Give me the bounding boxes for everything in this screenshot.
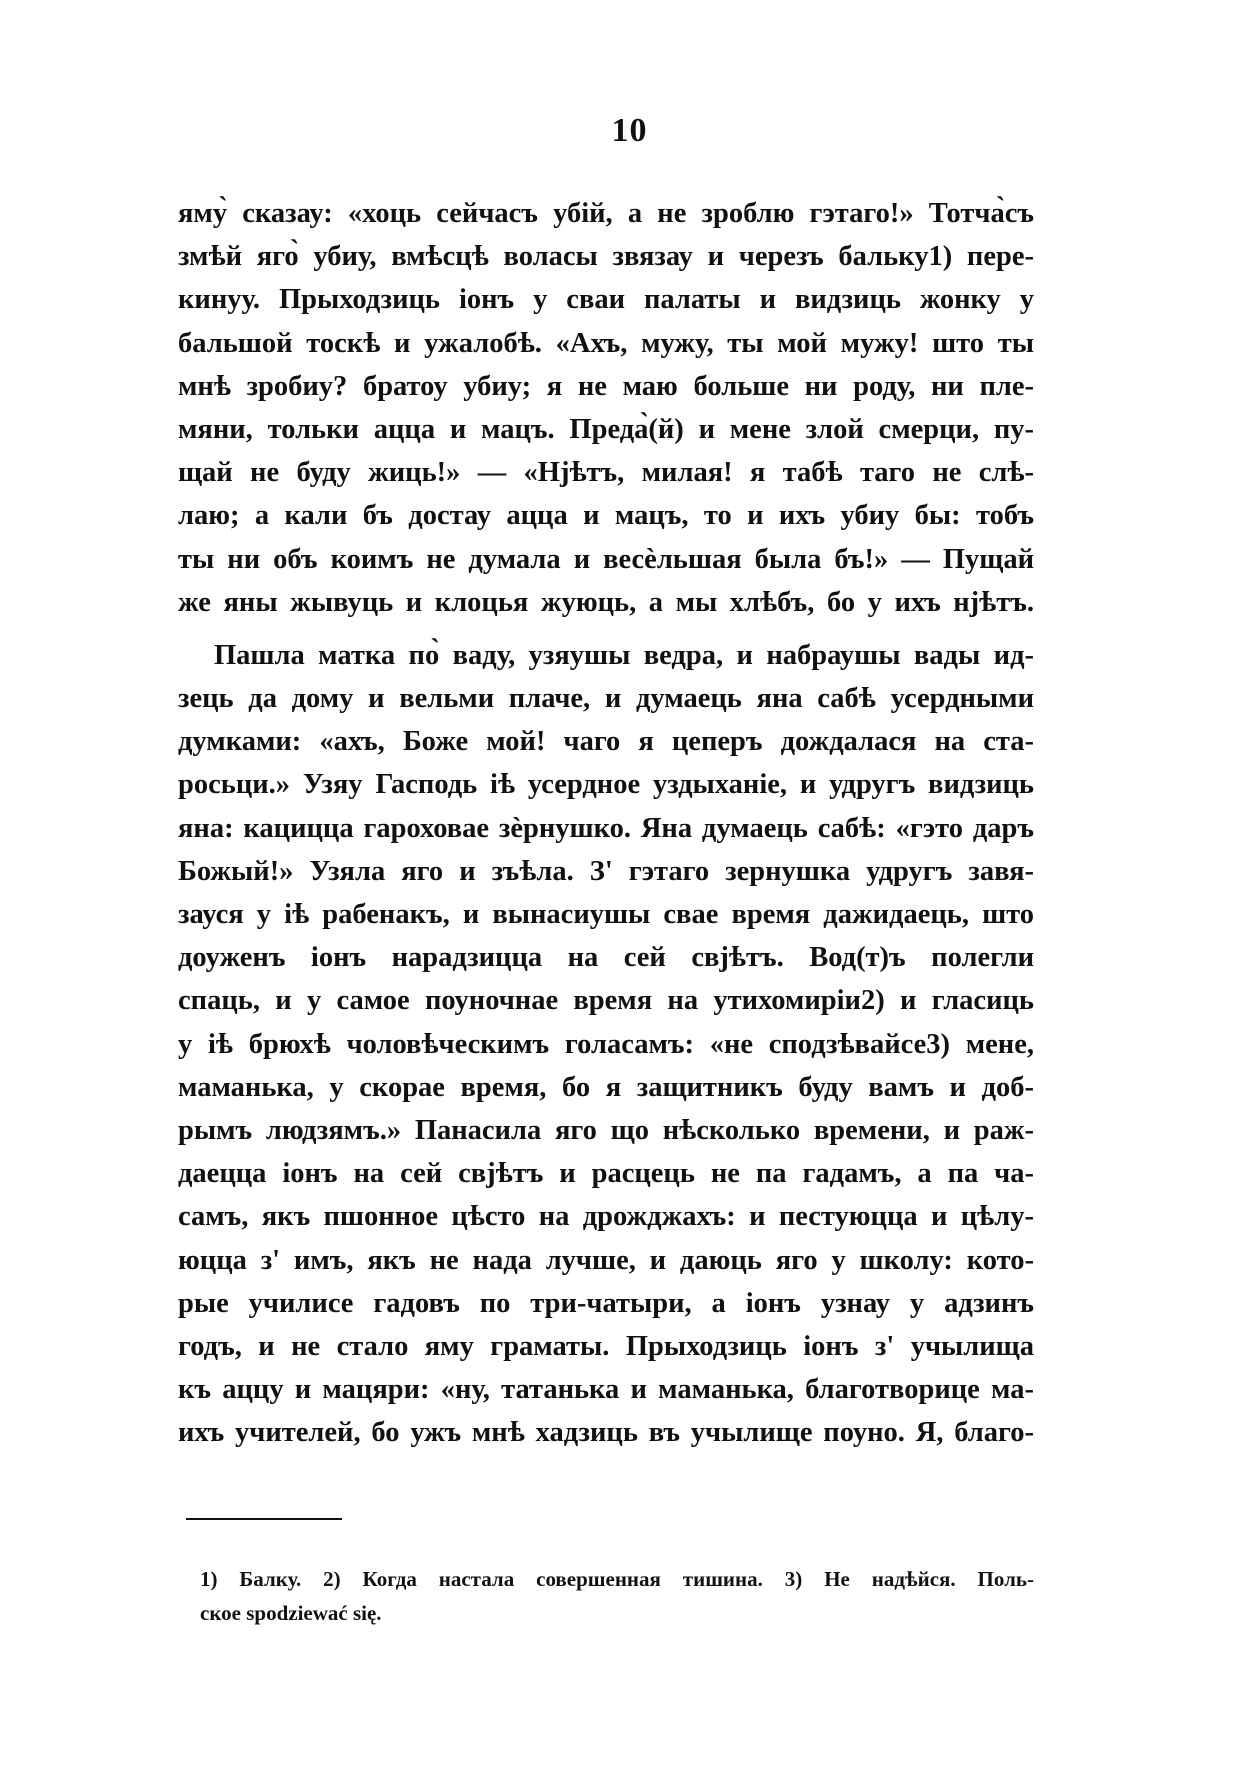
main-text xyxy=(178,192,1034,1454)
paragraph xyxy=(178,192,1034,624)
text-line: же яны жывуць и клоцья жуюць, а мы хлѣбъ, бо у ихъ нјѣтъ. xyxy=(178,586,1034,618)
text-line: даецца іонъ на сей свјѣтъ и расцець не па гадамъ, а па ча- xyxy=(178,1158,1034,1190)
text-line: мяни, тольки аццa и мацъ. Преда̀(й) и мене злой смерци, пу- xyxy=(178,413,1034,445)
text-line: яна: кацицца гароховае зѐрнушко. Яна думаець сабѣ: «гэто даръ xyxy=(178,812,1034,844)
text-line: юцца з' имъ, якъ не нада лучше, и даюць яго у школу: кото- xyxy=(178,1244,1034,1276)
text-line: щай не буду жиць!» — «Нјѣтъ, милая! я табѣ таго не слѣ- xyxy=(178,457,1034,489)
text-line: у іѣ брюхѣ чоловѣческимъ голасамъ: «не сподзѣвайсе3) мене, xyxy=(178,1028,1034,1060)
text-line: доуженъ іонъ нарадзицца на сей свјѣтъ. Вод(т)ъ полегли xyxy=(178,942,1034,974)
text-line: ихъ учителей, бо ужъ мнѣ хадзиць въ учылище поуно. Я, благо- xyxy=(178,1417,1034,1449)
text-line: ты ни объ коимъ не думала и весѐльшая была бъ!» — Пущай xyxy=(178,543,1034,575)
text-line: лаю; а кали бъ достау аццa и мацъ, то и ихъ убиу бы: тобъ xyxy=(178,500,1034,532)
text-line: зауся у іѣ рабенакъ, и вынасиушы свае время дажидаець, што xyxy=(178,899,1034,930)
paragraph-gap xyxy=(178,624,1034,634)
page-number: 10 xyxy=(611,112,648,149)
text-line: спаць, и у самое поуночнае время на утихомиріи2) и гласиць xyxy=(178,985,1034,1017)
paragraph xyxy=(178,634,1034,1455)
footnote-line: 1) Балку. 2) Когда настала совершенная тишина. 3) Не надѣйся. Поль- xyxy=(200,1567,1034,1591)
text-line: маманька, у скорае время, бо я защитникъ буду вамъ и доб- xyxy=(178,1071,1034,1103)
footnotes xyxy=(200,1562,1034,1630)
text-line: думками: «ахъ, Боже мой! чаго я цеперъ дождалася на ста- xyxy=(178,726,1034,758)
text-line: бальшой тоскѣ и ужалобѣ. «Ахъ, мужу, ты мой мужу! што ты xyxy=(178,327,1034,359)
text-line: мнѣ зробиу? братоу убиу; я не маю больше ни роду, ни пле- xyxy=(178,370,1034,402)
footnote-line: ское spodziewać się. xyxy=(200,1601,382,1625)
text-line: росьци.» Узяу Гасподь іѣ усердное уздыханіе, и удругъ видзиць xyxy=(178,769,1034,801)
text-line: къ аццу и мацяри: «ну, татанька и маманька, благотворице ма- xyxy=(178,1374,1034,1406)
text-line: годъ, и не стало яму граматы. Прыходзиць іонъ з' учылища xyxy=(178,1330,1034,1362)
text-line: кинуу. Прыходзиць іонъ у сваи палаты и видзиць жонку у xyxy=(178,284,1034,316)
text-line: змѣй яго̀ убиу, вмѣсцѣ воласы звязау и черезъ бальку1) пере- xyxy=(178,241,1034,273)
text-line: рые училисе гадовъ по три-чатыри, а іонъ узнау у адзинъ xyxy=(178,1287,1034,1319)
text-line: яму̀ сказау: «хоць сейчасъ убій, а не зроблю гэтаго!» Тотча̀съ xyxy=(178,198,1034,229)
text-line: Божый!» Узяла яго и зъѣла. З' гэтаго зернушка удругъ завя- xyxy=(178,855,1034,887)
text-line: Пашла матка по̀ ваду, узяушы ведра, и набраушы вады ид- xyxy=(214,639,1034,671)
text-line: самъ, якъ пшонное цѣсто на дрожджахъ: и пестуюцца и цѣлу- xyxy=(178,1201,1034,1233)
footnote-separator xyxy=(186,1518,342,1520)
text-line: зець да дому и вельми плаче, и думаець яна сабѣ усердными xyxy=(178,683,1034,715)
text-line: рымъ людзямъ.» Панасила яго що нѣсколько времени, и раж- xyxy=(178,1114,1034,1146)
